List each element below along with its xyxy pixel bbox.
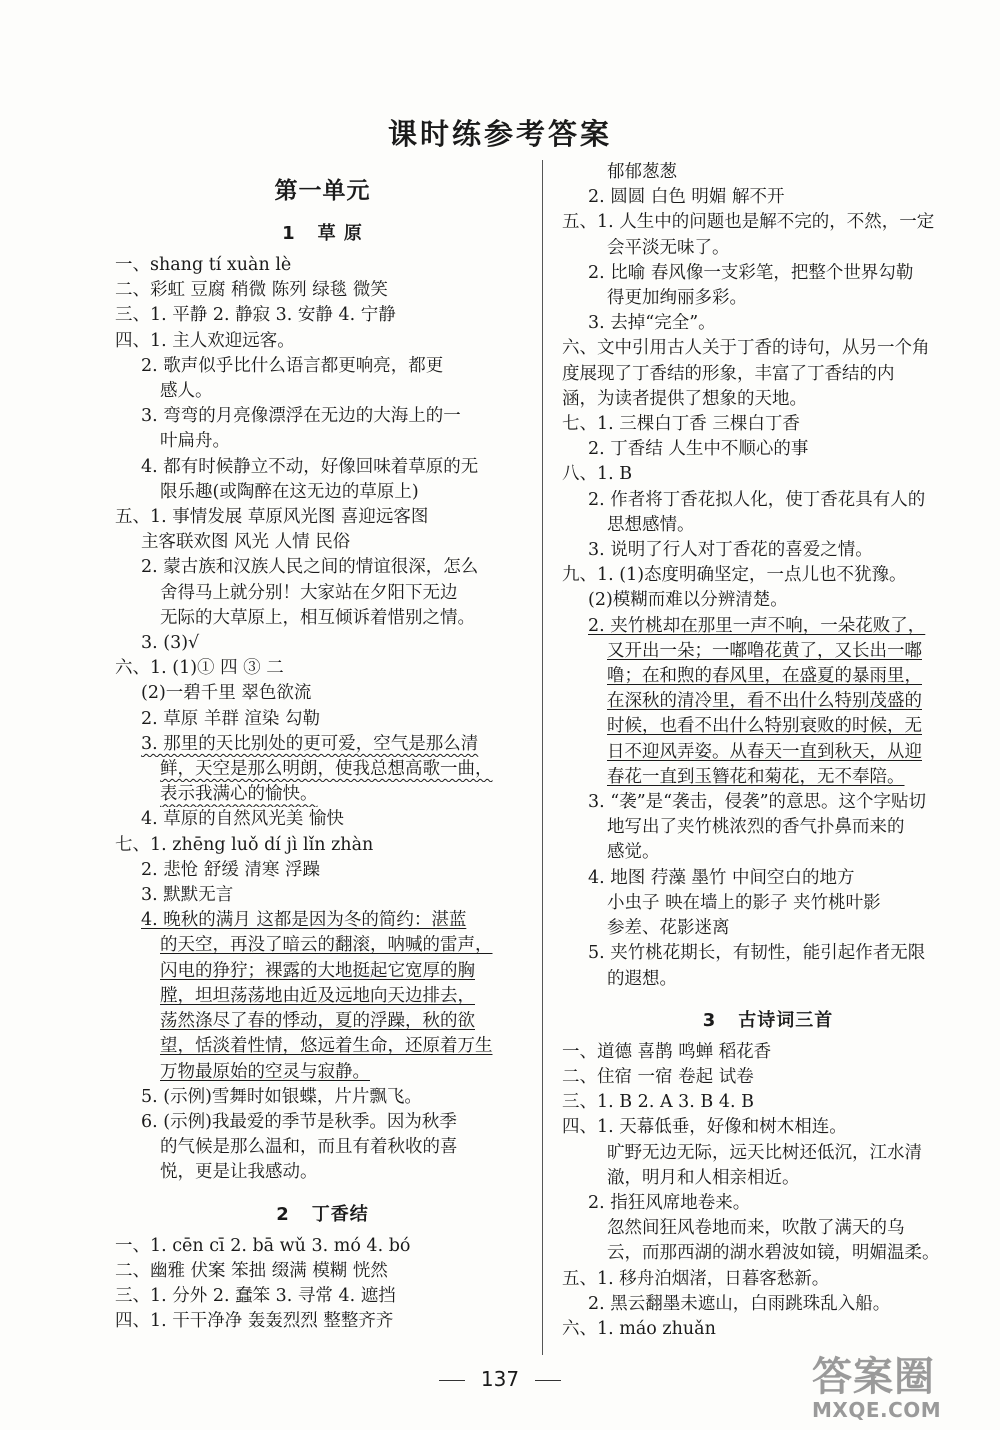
answer-text: 2. 圆圆 白色 明媚 解不开 (588, 187, 785, 208)
answer-line (115, 833, 530, 858)
answer-line (562, 1216, 974, 1241)
answer-line (562, 916, 974, 941)
answer-text: 六、文中引用古人关于丁香的诗句，从另一个角 (562, 338, 930, 359)
answer-text: 2. 比喻 春风像一支彩笔，把整个世界勾勒 (588, 262, 914, 283)
answer-text: 二、彩虹 豆腐 稍微 陈列 绿毯 微笑 (115, 280, 388, 301)
answer-line (115, 1309, 530, 1334)
dash-right (535, 1380, 561, 1381)
answer-text: 二、幽雅 伏案 笨拙 缀满 模糊 恍然 (115, 1260, 388, 1281)
answer-line (562, 1267, 974, 1292)
answer-line (562, 513, 974, 538)
answer-line (115, 631, 530, 656)
answer-text: 思想感情。 (607, 514, 695, 535)
answer-line (562, 286, 974, 311)
answer-text: 六、1. máo zhuǎn (562, 1318, 716, 1339)
dash-left (439, 1380, 465, 1381)
answer-text: 四、1. 主人欢迎远客。 (115, 330, 295, 351)
answer-text: 感觉。 (607, 842, 660, 863)
answer-line (115, 1085, 530, 1110)
answer-text: 又开出一朵；一嘟噜花黄了，又长出一嘟 (607, 640, 922, 661)
right-column (562, 160, 974, 1342)
answer-line (115, 807, 530, 832)
answer-text: 鲜，天空是那么明朗，使我总想高歌一曲， (160, 759, 493, 780)
answer-block (115, 253, 530, 1186)
answer-line (562, 387, 974, 412)
answer-line (115, 303, 530, 328)
answer-text: 2. 歌声似乎比什么语言都更响亮，都更 (141, 355, 444, 376)
section-number: 3 (702, 1009, 717, 1031)
section-title-2 (115, 1200, 530, 1226)
answer-text: 2. 夹竹桃却在那里一声不响，一朵花败了， (588, 615, 926, 636)
section-name: 草 原 (317, 223, 363, 244)
answer-line (562, 185, 974, 210)
answer-text: 五、1. 人生中的问题也是解不完的，不然，一定 (562, 212, 935, 233)
answer-line (115, 1259, 530, 1284)
left-column (115, 160, 530, 1334)
answer-text: 七、1. zhēng luǒ dí jì lǐn zhàn (115, 834, 374, 855)
answer-line (115, 278, 530, 303)
answer-text: 二、住宿 一宿 卷起 试卷 (562, 1066, 754, 1087)
answer-text: 云，而那西湖的湖水碧波如镜，明媚温柔。 (607, 1243, 940, 1264)
answer-text: 四、1. 天幕低垂，好像和树木相连。 (562, 1117, 847, 1138)
answer-line (562, 563, 974, 588)
answer-text: 2. 指狂风席地卷来。 (588, 1192, 751, 1213)
answer-line (562, 1141, 974, 1166)
answer-text: 主客联欢图 风光 人情 民俗 (141, 532, 351, 553)
answer-text: 5. 夹竹桃花期长，有韧性，能引起作者无限 (588, 943, 926, 964)
section-name: 丁香结 (311, 1203, 369, 1225)
answer-text: 日不迎风弄姿。从春天一直到秋天，从迎 (607, 741, 922, 762)
answer-text: 万物最原始的空灵与寂静。 (160, 1061, 370, 1082)
answer-line (562, 689, 974, 714)
answer-line (115, 429, 530, 454)
answer-text: 度展现了丁香结的形象，丰富了丁香结的内 (562, 363, 895, 384)
answer-text: 无际的大草原上，相互倾诉着惜别之情。 (160, 607, 475, 628)
answer-line (562, 740, 974, 765)
section-name: 古诗词三首 (738, 1009, 834, 1031)
answer-text: 膛，坦坦荡荡地由近及远地向天边排去， (160, 985, 475, 1006)
answer-text: 一、道德 喜鹊 鸣蝉 稻花香 (562, 1041, 772, 1062)
answer-line (115, 1160, 530, 1185)
answer-text: 2. 丁香结 人生中不顺心的事 (588, 439, 809, 460)
answer-line (562, 261, 974, 286)
answer-text: 涵，为读者提供了想象的天地。 (562, 388, 807, 409)
answer-text: 参差、花影迷离 (607, 918, 730, 939)
answer-text: 2. 悲怆 舒缓 清寒 浮躁 (141, 859, 320, 880)
answer-line (562, 160, 974, 185)
answer-line (562, 891, 974, 916)
answer-line (115, 858, 530, 883)
answer-line (115, 1060, 530, 1085)
answer-line (562, 437, 974, 462)
answer-text: 噜；在和煦的春风里，在盛夏的暴雨里， (607, 666, 922, 687)
answer-text: 小虫子 映在墙上的影子 夹竹桃叶影 (607, 892, 881, 913)
answer-text: 感人。 (160, 381, 213, 402)
answer-line (562, 840, 974, 865)
answer-line (562, 1292, 974, 1317)
answer-text: (2)一碧千里 翠色欲流 (141, 683, 312, 704)
answer-line (115, 606, 530, 631)
watermark-cn: 答案圈 (812, 1354, 935, 1400)
answer-line (562, 588, 974, 613)
answer-text: 4. 草原的自然风光美 愉快 (141, 809, 344, 830)
answer-text: 3. 那里的天比别处的更可爱，空气是那么清 (141, 733, 479, 754)
answer-text: 2. 黑云翻墨未遮山，白雨跳珠乱入船。 (588, 1293, 891, 1314)
answer-line (562, 1317, 974, 1342)
answer-text: 时候，也看不出什么特别衰败的时候，无 (607, 716, 922, 737)
watermark-en: MXQE.COM (812, 1398, 942, 1422)
answer-text: 八、1. B (562, 464, 633, 485)
answer-text: 2. 草原 羊群 渲染 勾勒 (141, 708, 320, 729)
answer-text: 地写出了夹竹桃浓烈的香气扑鼻而来的 (607, 817, 905, 838)
answer-text: 3. (3)√ (141, 633, 200, 654)
answer-text: 叶扁舟。 (160, 431, 230, 452)
answer-text: 一、1. cēn cī 2. bā wǔ 3. mó 4. bó (115, 1235, 411, 1256)
answer-text: 的天空，再没了暗云的翻滚，呐喊的雷声， (160, 935, 493, 956)
answer-text: 五、1. 移舟泊烟渚，日暮客愁新。 (562, 1268, 830, 1289)
answer-line (115, 883, 530, 908)
answer-line (115, 404, 530, 429)
answer-text: 悦，更是让我感动。 (160, 1162, 318, 1183)
answer-text: 4. 都有时候静立不动，好像回味着草原的无 (141, 456, 479, 477)
answer-line (115, 707, 530, 732)
answer-text: 舍得马上就分别！大家站在夕阳下无边 (160, 582, 458, 603)
answer-text: 的气候是那么温和，而且有着秋收的喜 (160, 1137, 458, 1158)
answer-text: 旷野无边无际，远天比树还低沉，江水清 (607, 1142, 922, 1163)
answer-text: 3. 弯弯的月亮像漂浮在无边的大海上的一 (141, 406, 461, 427)
answer-line (115, 505, 530, 530)
answer-text: 七、1. 三棵白丁香 三棵白丁香 (562, 414, 800, 435)
page-number-text: 137 (480, 1367, 520, 1391)
answer-block (562, 160, 974, 992)
unit-title: 第一单元 (274, 178, 371, 204)
answer-line (562, 967, 974, 992)
answer-text: 2. 作者将丁香花拟人化，使丁香花具有人的 (588, 489, 926, 510)
answer-text: 六、1. (1)① 四 ③ 二 (115, 658, 284, 679)
answer-line (115, 480, 530, 505)
answer-line (115, 1110, 530, 1135)
answer-line (562, 614, 974, 639)
answer-text: 3. 去掉“完全”。 (588, 313, 716, 334)
answer-line (562, 639, 974, 664)
answer-line (562, 336, 974, 361)
answer-text: 2. 蒙古族和汉族人民之间的情谊很深，怎么 (141, 557, 479, 578)
answer-line (115, 1284, 530, 1309)
answer-line (115, 908, 530, 933)
answer-text: 4. 晚秋的满月 这都是因为冬的简约：湛蓝 (141, 910, 467, 931)
answer-line (562, 1115, 974, 1140)
watermark-logo (812, 1355, 992, 1425)
answer-line (115, 681, 530, 706)
answer-text: 3. 说明了行人对丁香花的喜爱之情。 (588, 540, 873, 561)
answer-line (115, 455, 530, 480)
answer-line (115, 329, 530, 354)
answer-text: 三、1. 平静 2. 静寂 3. 安静 4. 宁静 (115, 305, 396, 326)
answer-line (115, 782, 530, 807)
answer-line (562, 362, 974, 387)
answer-line (115, 1034, 530, 1059)
answer-text: 在深秋的清冷里，看不出什么特别茂盛的 (607, 691, 922, 712)
answer-text: (2)模糊而难以分辨清楚。 (588, 590, 788, 611)
answer-line (562, 1191, 974, 1216)
answer-text: 忽然间狂风卷地而来，吹散了满天的乌 (607, 1218, 905, 1239)
answer-line (562, 1065, 974, 1090)
page-title: 课时练参考答案 (387, 117, 612, 151)
answer-text: 春花一直到玉簪花和菊花，无不奉陪。 (607, 766, 905, 787)
answer-line (115, 354, 530, 379)
answer-line (115, 253, 530, 278)
answer-line (115, 555, 530, 580)
answer-line (562, 462, 974, 487)
answer-text: 4. 地图 荇藻 墨竹 中间空白的地方 (588, 867, 855, 888)
answer-line (562, 236, 974, 261)
answer-text: 九、1. (1)态度明确坚定，一点儿也不犹豫。 (562, 565, 907, 586)
answer-text: 三、1. 分外 2. 蠢笨 3. 寻常 4. 遮挡 (115, 1285, 396, 1306)
answer-text: 荡然涤尽了春的悸动，夏的浮躁，秋的欲 (160, 1011, 475, 1032)
section-number: 2 (276, 1203, 290, 1225)
answer-line (562, 412, 974, 437)
answer-line (115, 732, 530, 757)
answer-line (115, 757, 530, 782)
answer-line (562, 790, 974, 815)
answer-line (562, 210, 974, 235)
answer-line (562, 941, 974, 966)
answer-line (562, 538, 974, 563)
answer-text: 澈，明月和人相亲相近。 (607, 1167, 800, 1188)
section-number: 1 (282, 223, 296, 244)
answer-line (115, 933, 530, 958)
column-divider (542, 160, 543, 1355)
answer-text: 3. 默默无言 (141, 885, 234, 906)
answer-line (562, 488, 974, 513)
answer-line (562, 664, 974, 689)
answer-line (115, 959, 530, 984)
answer-text: 表示我满心的愉快。 (160, 784, 318, 805)
answer-line (562, 765, 974, 790)
answer-text: 6. (示例)我最爱的季节是秋季。因为秋季 (141, 1111, 457, 1132)
answer-text: 的遐想。 (607, 968, 677, 989)
answer-line (115, 530, 530, 555)
answer-line (562, 1166, 974, 1191)
answer-line (115, 656, 530, 681)
answer-line (562, 815, 974, 840)
answer-line (115, 1135, 530, 1160)
answer-text: 3. “袭”是“袭击，侵袭”的意思。这个字贴切 (588, 792, 927, 813)
answer-text: 五、1. 事情发展 草原风光图 喜迎远客图 (115, 507, 429, 528)
answer-line (115, 1009, 530, 1034)
answer-line (562, 1040, 974, 1065)
answer-line (115, 1234, 530, 1259)
answer-text: 郁郁葱葱 (607, 162, 677, 182)
answer-block (562, 1040, 974, 1342)
section-title-1 (115, 219, 530, 245)
answer-line (115, 379, 530, 404)
answer-line (562, 311, 974, 336)
answer-line (562, 1090, 974, 1115)
answer-text: 会平淡无味了。 (607, 237, 730, 258)
answer-line (115, 984, 530, 1009)
answer-line (562, 1241, 974, 1266)
section-title-3 (562, 1006, 974, 1032)
answer-text: 一、shang tí xuàn lè (115, 255, 292, 275)
answer-text: 三、1. B 2. A 3. B 4. B (562, 1092, 754, 1113)
answer-text: 限乐趣(或陶醉在这无边的草原上) (160, 481, 419, 502)
answer-text: 四、1. 干干净净 轰轰烈烈 整整齐齐 (115, 1311, 394, 1332)
answer-text: 望，恬淡着性情，悠远着生命，还原着万生 (160, 1036, 493, 1057)
answer-line (115, 581, 530, 606)
answer-text: 闪电的狰狞；裸露的大地挺起它宽厚的胸 (160, 960, 475, 981)
answer-line (562, 866, 974, 891)
answer-text: 得更加绚丽多彩。 (607, 288, 747, 309)
answer-block (115, 1234, 530, 1335)
answer-text: 5. (示例)雪舞时如银蝶，片片飘飞。 (141, 1086, 422, 1107)
answer-line (562, 714, 974, 739)
